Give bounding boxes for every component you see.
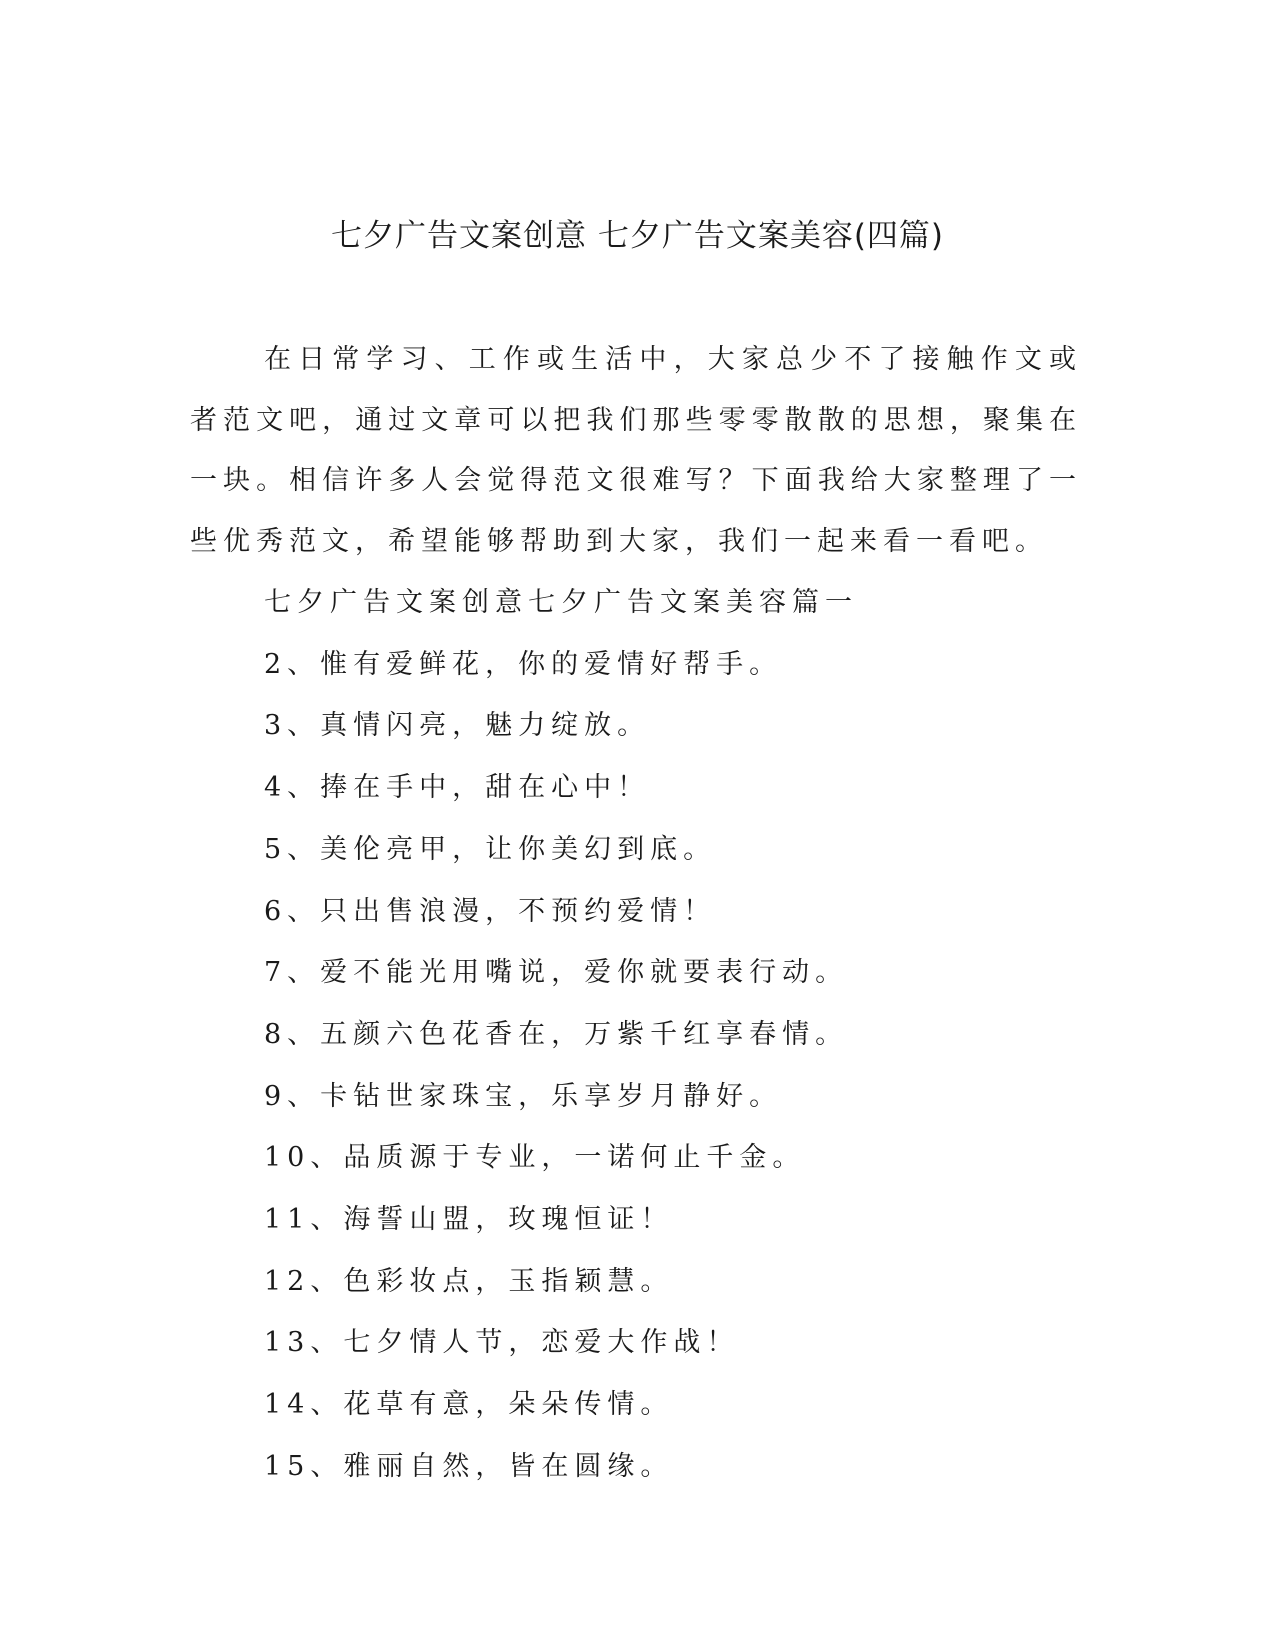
document-title: 七夕广告文案创意 七夕广告文案美容(四篇) <box>330 218 945 254</box>
section-heading: 七夕广告文案创意七夕广告文案美容篇一 <box>264 587 858 618</box>
list-item: 8、五颜六色花香在，万紫千红享春情。 <box>264 1018 849 1050</box>
list-item: 13、七夕情人节，恋爱大作战！ <box>264 1327 740 1359</box>
list-item: 3、真情闪亮，魅力绽放。 <box>264 710 651 742</box>
content-list <box>264 572 858 1498</box>
list-item: 14、花草有意，朵朵传情。 <box>264 1389 674 1421</box>
list-item: 10、品质源于专业，一诺何止千金。 <box>264 1142 806 1174</box>
list-item: 2、惟有爱鲜花，你的爱情好帮手。 <box>264 648 783 680</box>
list-item: 4、捧在手中，甜在心中！ <box>264 772 651 804</box>
list-item: 11、海誓山盟，玫瑰恒证！ <box>264 1204 674 1236</box>
list-item: 12、色彩妆点，玉指颖慧。 <box>264 1265 674 1297</box>
list-item: 9、卡钻世家珠宝，乐享岁月静好。 <box>264 1080 783 1112</box>
list-item: 5、美伦亮甲，让你美幻到底。 <box>264 833 717 865</box>
list-item: 7、爱不能光用嘴说，爱你就要表行动。 <box>264 957 849 989</box>
list-item: 15、雅丽自然，皆在圆缘。 <box>264 1450 674 1482</box>
list-item: 6、只出售浪漫，不预约爱情！ <box>264 895 717 927</box>
intro-paragraph: 在日常学习、工作或生活中，大家总少不了接触作文或者范文吧，通过文章可以把我们那些零零散散的思想，聚集在一块。相信许多人会觉得范文很难写？下面我给大家整理了一些优秀范文，希望能够帮助到大家，我们一起来看一看吧。 <box>190 344 1082 557</box>
